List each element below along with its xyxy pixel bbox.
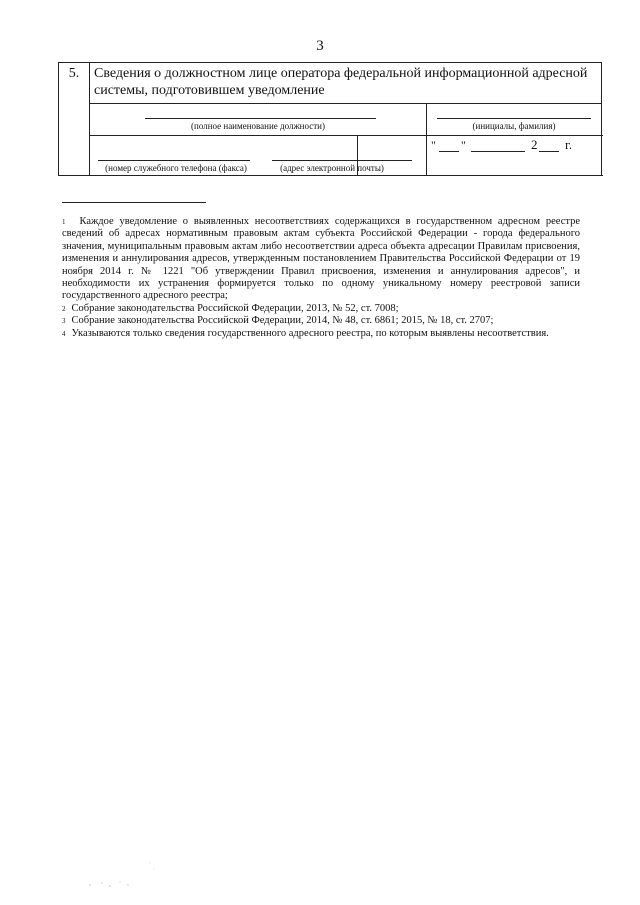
footnote-mark: 1 (62, 218, 66, 226)
year-underline (539, 151, 559, 152)
scan-specks (80, 855, 180, 895)
name-caption: (инициалы, фамилия) (472, 121, 556, 131)
footnote-text: Каждое уведомление о выявленных несоответствиях содержащихся в государственном адресном реестре сведений об адресах нормативным правовым актам субъекта Российской Федерации - города федерального значения, муниципальным правовым актам либо несоответствии адреса объекта адресации Правилам присвоения, изменения и аннулирования адресов, утвержденным постановлением Правительства Российской Федерации от 19 ноября 2014 г. № 1221 "Об утверждении Правил присвоения, изменения и аннулирования адресов", и необходимости их устранения формируется только по одному уникальному номеру реестровой записи государственного адресного реестра; (62, 216, 580, 302)
name-underline (437, 118, 591, 119)
footnote-separator (62, 202, 206, 203)
date-quote-close: " (461, 138, 466, 152)
footnotes (62, 216, 580, 340)
email-caption: (адрес электронной почты) (280, 163, 384, 173)
date-quote-open: " (431, 138, 436, 152)
footnote-1 (62, 216, 580, 303)
footnote-mark: 3 (62, 317, 66, 326)
section-number: 5. (68, 66, 80, 81)
footnote-text: Собрание законодательства Российской Федерации, 2014, № 48, ст. 6861; 2015, № 18, ст. 2707; (71, 315, 494, 327)
footnote-2 (62, 303, 580, 315)
date-year-prefix: 2 (531, 137, 538, 152)
name-cell (427, 104, 602, 136)
page-number: 3 (316, 38, 324, 54)
section-title-cell (90, 63, 602, 104)
email-underline (272, 160, 412, 161)
position-underline (145, 118, 376, 119)
day-underline (439, 151, 459, 152)
position-cell (90, 104, 427, 136)
section-5-table (58, 62, 602, 176)
date-year-suffix: г. (565, 137, 573, 152)
phone-caption: (номер служебного телефона (факса) (105, 163, 247, 173)
month-underline (471, 151, 525, 152)
footnote-4 (62, 328, 580, 340)
footnote-3 (62, 315, 580, 327)
date-cell (427, 136, 602, 176)
section-number-cell (59, 63, 90, 176)
phone-underline (98, 160, 250, 161)
footnote-mark: 4 (62, 329, 66, 338)
footnote-text: Указываются только сведения государственного адресного реестра, по которым выявлены несоответствия. (71, 327, 549, 339)
section-title: Сведения о должностном лице оператора федеральной информационной адресной системы, подготовившем уведомление (94, 66, 588, 98)
email-cell (280, 136, 427, 176)
position-caption: (полное наименование должности) (191, 121, 325, 131)
footnote-mark: 2 (62, 304, 66, 313)
footnote-text: Собрание законодательства Российской Федерации, 2013, № 52, ст. 7008; (71, 302, 399, 314)
